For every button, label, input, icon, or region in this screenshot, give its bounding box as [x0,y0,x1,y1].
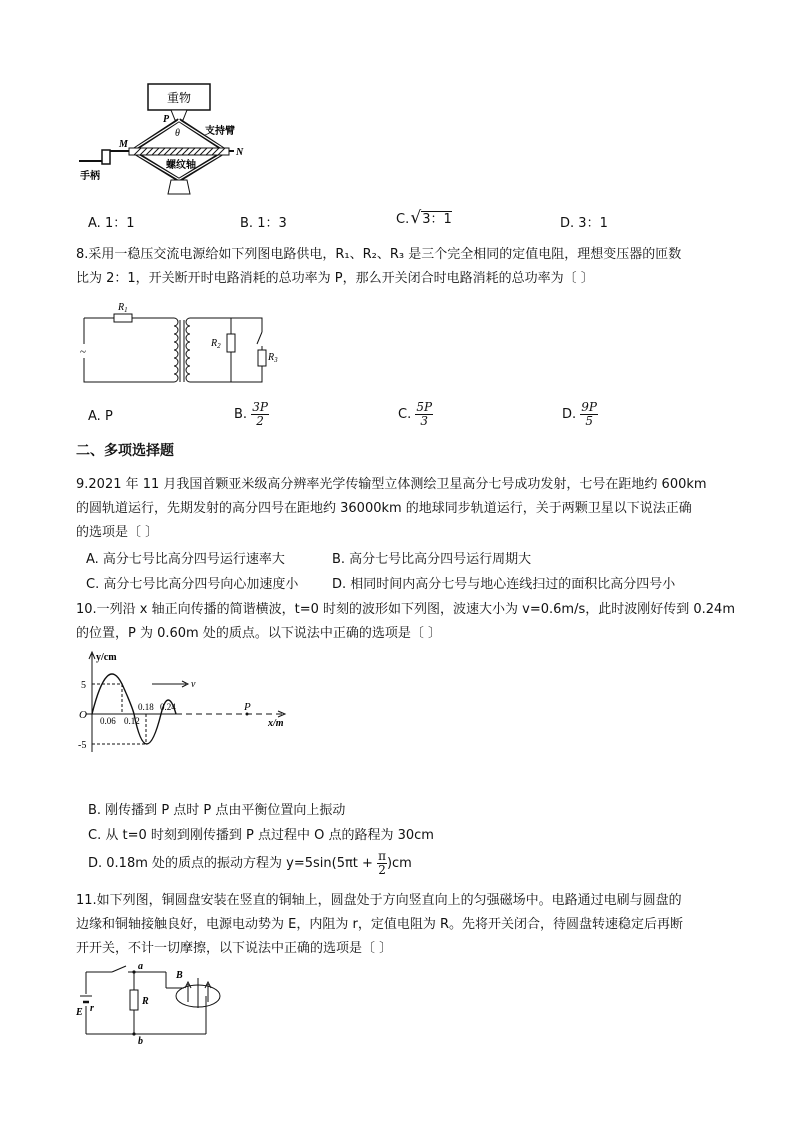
q10-option-d-text: D. 0.18m 处的质点的振动方程为 y=5sin(5πt + [88,856,373,871]
q7-option-a-letter: A. [88,216,101,231]
theta-label: θ [175,128,180,139]
jack-figure [74,78,274,188]
weight-label: 重物 [166,91,192,105]
velocity-label: v [191,679,196,690]
q11-stem-line1: 11.如下列图，铜圆盘安装在竖直的铜轴上，圆盘处于方向竖直向上的匀强磁场中。电路通过电刷与圆盘的 [76,893,682,908]
q7-option-b-letter: B. [240,216,254,231]
q8-option-d-fraction: $\frac{9P}{5}$ [581,400,598,428]
R-label: R [142,996,149,1007]
N-label: N [236,147,244,158]
q8-option-c-fraction: $\frac{5P}{3}$ [416,400,433,428]
q10-option-d-fraction: $\frac{\pi}{2}$ [378,849,386,877]
q9-option-b[interactable]: B. 高分七号比高分四号运行周期大 [332,552,532,567]
q11-stem-line2: 边缘和铜轴接触良好，电源电动势为 E，内阻为 r，定值电阻为 R。先将开关闭合，待圆盘转速稳定后再断 [76,917,683,932]
y-tick-5: 5 [81,680,86,691]
q7-option-c-text: 3：1 [422,212,452,227]
q10-stem-line1: 10.一列沿 x 轴正向传播的简谐横波，t=0 时刻的波形如下列图，波速大小为 v=0.6m/s，此时波刚好传到 0.24m [76,602,735,617]
q8-option-a-letter: A. [88,409,101,424]
B-label: B [176,970,183,981]
handle-label: 手柄 [80,171,100,182]
q8-stem-line2: 比为 2：1，开关断开时电路消耗的总功率为 P，那么开关闭合时电路消耗的总功率为〔 〕 [76,271,594,286]
q8-option-c-letter: C. [398,407,412,422]
q11-stem-line3: 开开关，不计一切摩擦，以下说法中正确的选项是〔 〕 [76,941,393,956]
transformer-circuit-figure [76,296,276,388]
q7-option-b[interactable] [240,212,287,231]
r-label: r [90,1003,94,1014]
y-axis-label: y/cm [96,652,117,663]
q7-option-c-letter: C. [396,212,410,227]
q8-option-d[interactable] [562,401,598,428]
q7-option-c-radical: √ [410,208,422,228]
q10-option-d[interactable] [88,850,412,877]
q7-option-b-text: 1：3 [257,216,287,231]
R3-label: $R_3$ [268,352,278,364]
q9-option-a[interactable]: A. 高分七号比高分四号运行速率大 [86,552,285,567]
source-symbol: ~ [80,346,86,358]
q7-option-d[interactable] [560,212,608,231]
q9-stem-line3: 的选项是〔 〕 [76,525,159,540]
q8-option-b-fraction: $\frac{3P}{2}$ [252,400,268,428]
q10-option-b[interactable]: B. 刚传播到 P 点时 P 点由平衡位置向上振动 [88,803,346,818]
q7-option-d-text: 3：1 [578,216,608,231]
q7-option-a-text: 1：1 [104,216,135,231]
y-tick-neg5: -5 [78,740,87,751]
R2-label: $R_2$ [211,338,221,350]
q10-option-d-unit: )cm [386,856,412,871]
q8-stem-line1: 8.采用一稳压交流电源给如下列图电路供电，R₁、R₂、R₃ 是三个完全相同的定值电阻，理想变压器的匝数 [76,247,682,262]
q9-option-d[interactable]: D. 相同时间内高分七号与地心连线扫过的面积比高分四号小 [332,577,676,592]
M-label: M [119,139,128,150]
q8-option-b[interactable] [234,401,269,428]
screw-label: 螺纹轴 [166,160,196,171]
disk-generator-circuit-figure [76,958,246,1048]
q8-option-a-text: P [104,409,113,424]
q7-option-a[interactable] [88,212,134,231]
x-tick-0.18: 0.18 [138,702,154,712]
q8-option-b-letter: B. [234,407,248,422]
R1-label: $R_1$ [118,302,128,314]
q7-option-c[interactable] [396,208,452,228]
x-tick-0.24: 0.24 [160,702,176,712]
q9-stem-line1: 9.2021 年 11 月我国首颗亚米级高分辨率光学传输型立体测绘卫星高分七号成功发射，七号在距地约 600km [76,477,707,492]
P-point-label: P [244,701,251,713]
x-tick-0.12: 0.12 [124,716,140,726]
P-label: P [163,114,170,125]
support-arm-label: 支持臂 [205,126,235,137]
E-label: E [76,1007,83,1018]
q8-option-d-letter: D. [562,407,577,422]
origin-label: O [79,709,87,721]
q10-stem-line2: 的位置，P 为 0.60m 处的质点。以下说法中正确的选项是〔 〕 [76,626,441,641]
q9-option-c[interactable]: C. 高分七号比高分四号向心加速度小 [86,577,299,592]
x-tick-0.06: 0.06 [100,716,116,726]
wave-graph-figure [76,648,296,758]
b-label: b [138,1036,143,1047]
q8-option-a[interactable] [88,409,113,424]
q10-option-c[interactable]: C. 从 t=0 时刻到刚传播到 P 点过程中 O 点的路程为 30cm [88,828,434,843]
a-label: a [138,961,143,972]
q8-option-c[interactable] [398,401,433,428]
x-axis-label: x/m [268,718,284,729]
q9-stem-line2: 的圆轨道运行，先期发射的高分四号在距地约 36000km 的地球同步轨道运行，关于两颗卫星以下说法正确 [76,501,692,516]
q7-option-d-letter: D. [560,216,575,231]
section-multiple-choice-heading: 二、多项选择题 [76,443,174,459]
